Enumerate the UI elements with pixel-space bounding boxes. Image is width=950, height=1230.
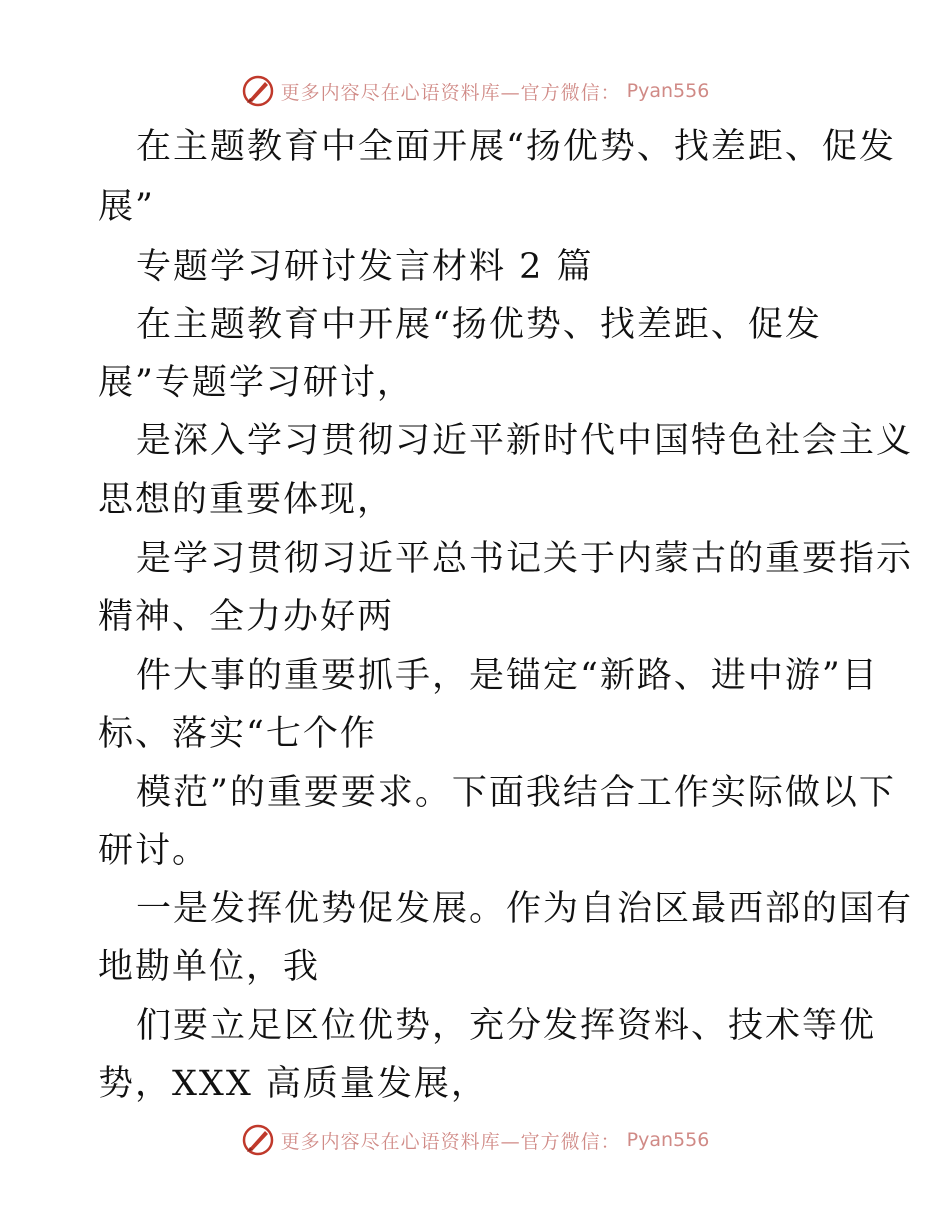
watermark-footer — [0, 1120, 950, 1160]
text-line: 标、落实“七个作 — [98, 714, 377, 754]
text-line: 一是发挥优势促发展。作为自治区最西部的国有 — [136, 889, 914, 929]
text-line: 精神、全力办好两 — [98, 597, 395, 637]
text-line: 专题学习研讨发言材料 2 篇 — [136, 247, 594, 287]
text-line: 研讨。 — [98, 831, 210, 871]
text-line: 是学习贯彻习近平总书记关于内蒙古的重要指示 — [136, 539, 914, 579]
text-line: 思想的重要体现， — [98, 480, 395, 520]
text-line: 们要立足区位优势，充分发挥资料、技术等优 — [136, 1006, 877, 1046]
text-line: 展”专题学习研讨， — [98, 363, 414, 403]
watermark-text: 更多内容尽在心语资料库—官方微信： — [280, 81, 621, 104]
watermark-text: 更多内容尽在心语资料库—官方微信： — [280, 1130, 621, 1153]
text-line: 是深入学习贯彻习近平新时代中国特色社会主义 — [136, 421, 914, 461]
watermark-account: Pyan556 — [626, 1129, 710, 1151]
quill-pen-logo-icon — [241, 1123, 275, 1157]
text-line: 在主题教育中开展“扬优势、找差距、促发 — [136, 305, 822, 345]
text-line: 模范”的重要要求。下面我结合工作实际做以下 — [136, 773, 896, 813]
text-line: 在主题教育中全面开展“扬优势、找差距、促发 — [136, 127, 896, 167]
text-line: 地勘单位，我 — [98, 947, 321, 987]
text-line: 势，XXX 高质量发展， — [98, 1064, 488, 1104]
watermark-account: Pyan556 — [626, 80, 710, 102]
text-line: 件大事的重要抓手，是锚定“新路、进中游”目 — [136, 656, 879, 696]
text-line: 展” — [98, 187, 155, 227]
